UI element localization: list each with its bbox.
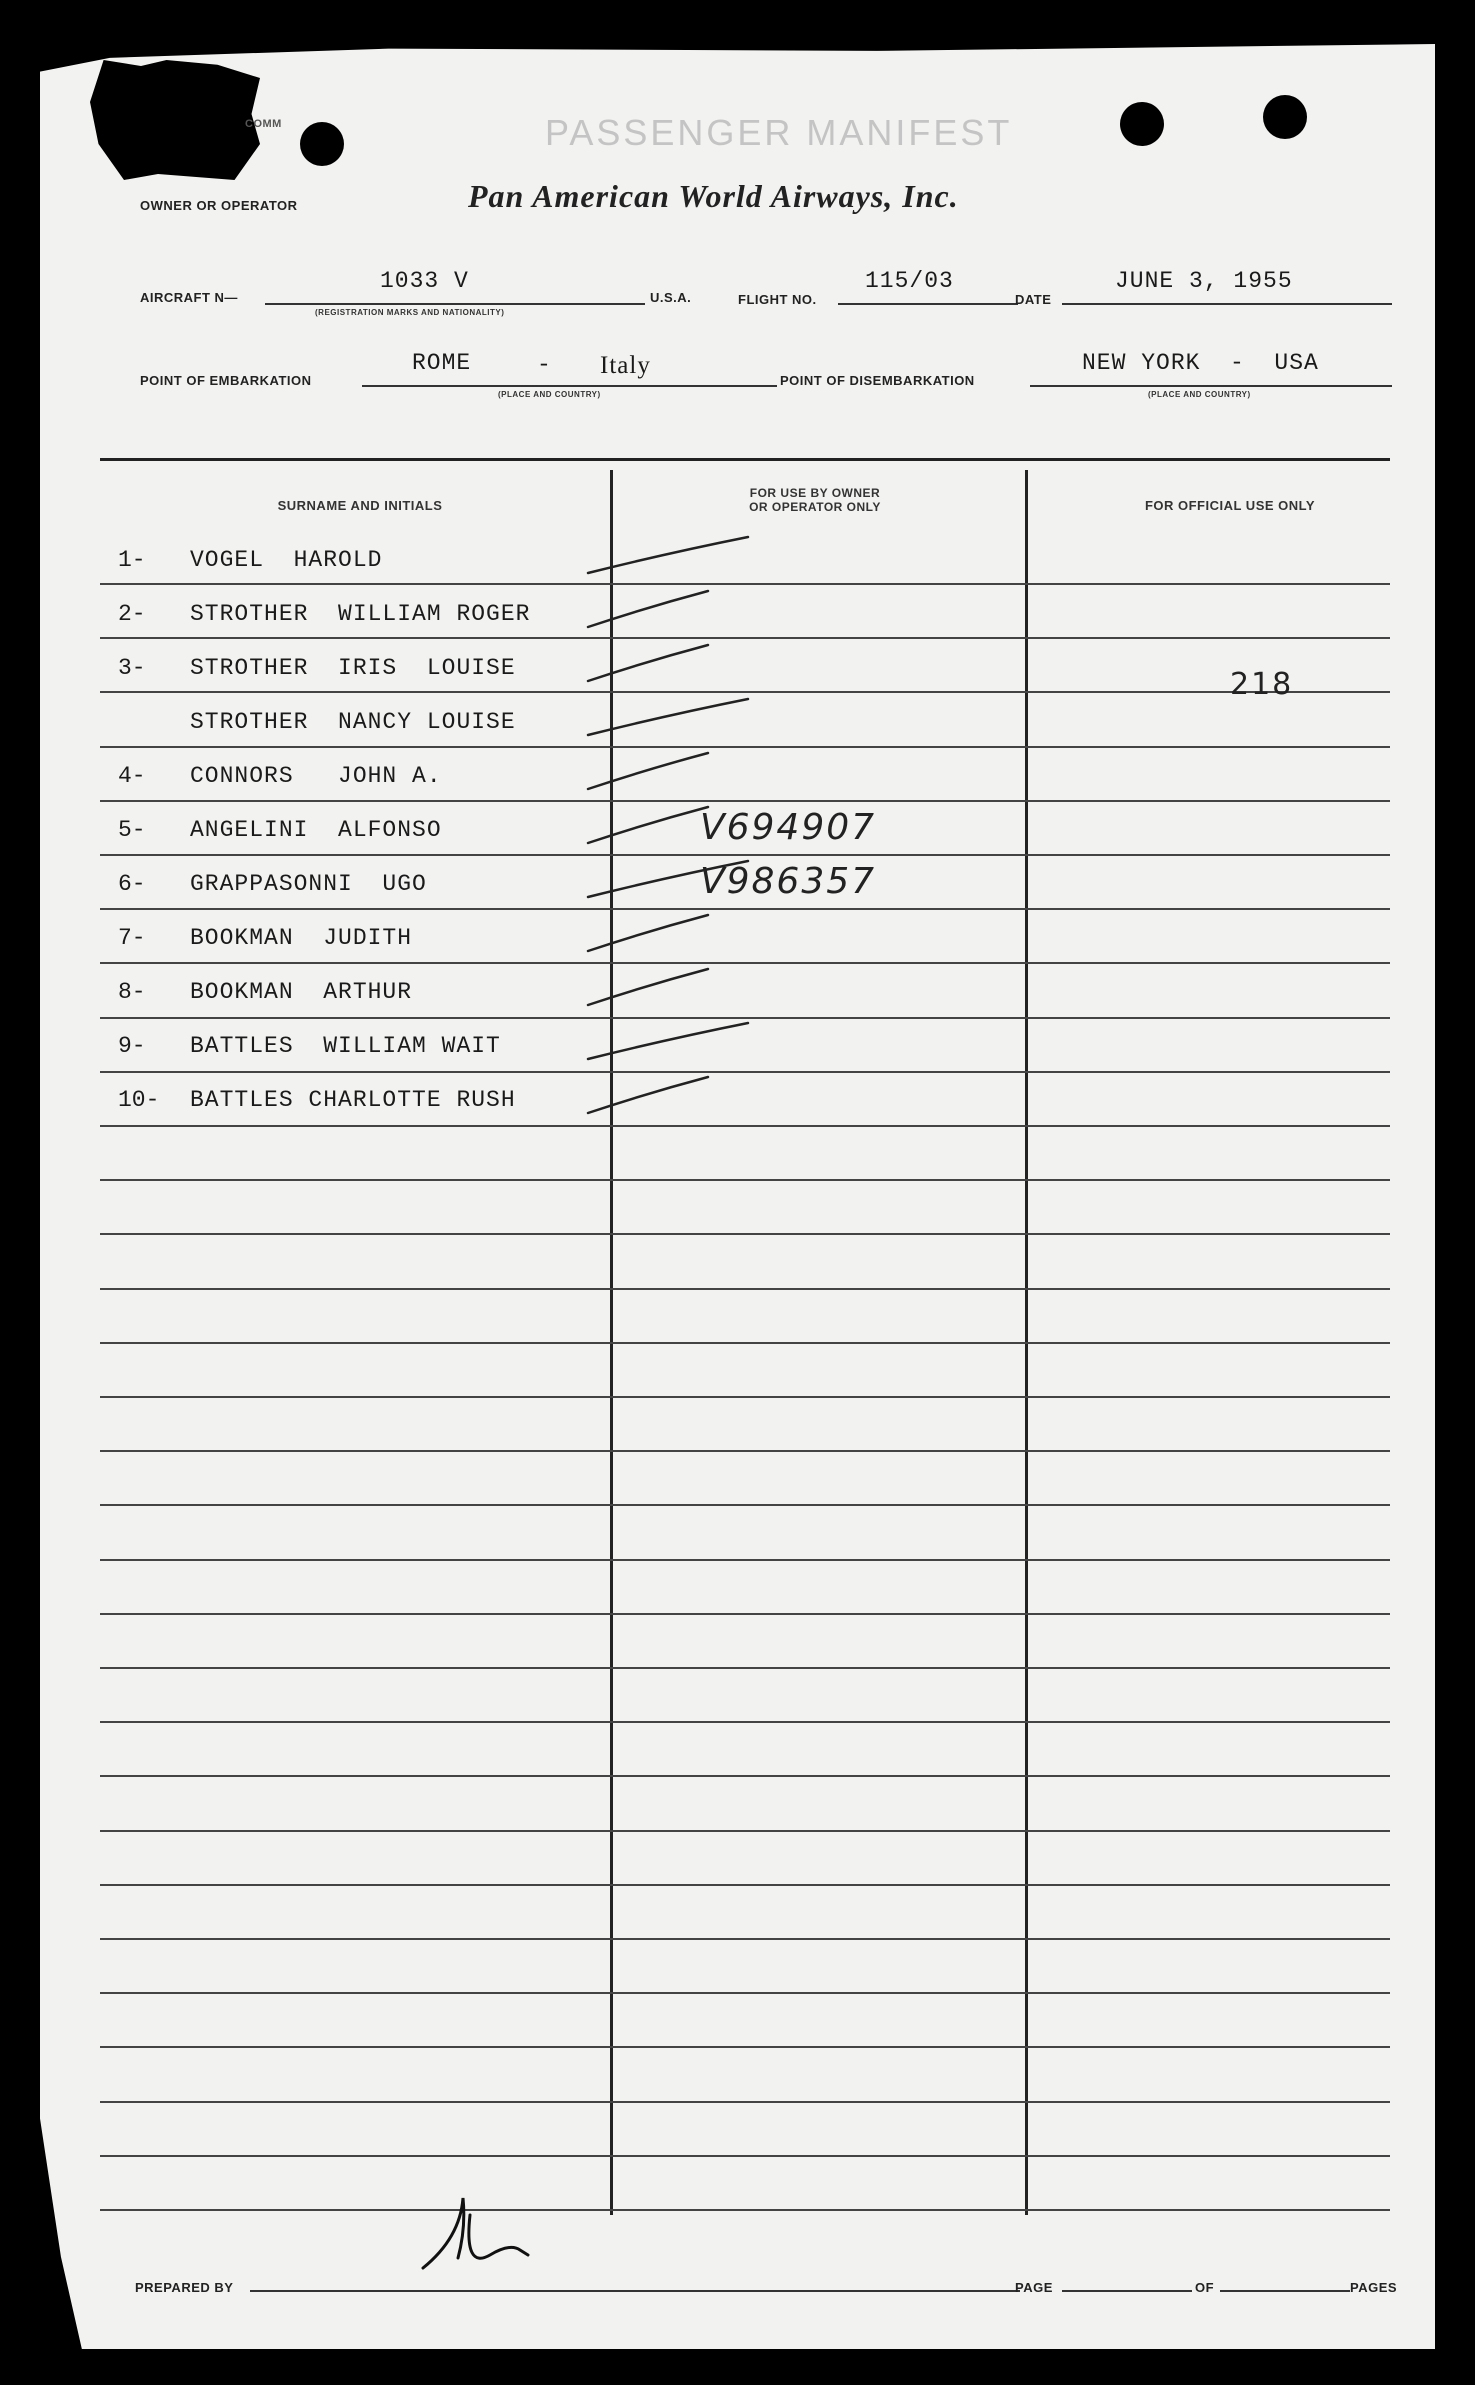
date-label: DATE [1015,292,1052,307]
usa-label: U.S.A. [650,290,692,305]
check-mark [588,861,748,897]
passenger-name: STROTHER WILLIAM ROGER [190,601,531,627]
passenger-number: 8- [118,979,146,1005]
flight-no-label: FLIGHT NO. [738,292,817,307]
date-value: JUNE 3, 1955 [1115,268,1293,294]
flight-no-value: 115/03 [865,268,954,294]
check-mark [588,1077,708,1113]
of-label: OF [1195,2280,1215,2295]
column-header-owner-line2: OR OPERATOR ONLY [749,500,881,514]
passenger-number: 9- [118,1033,146,1059]
passenger-name: BOOKMAN ARTHUR [190,979,413,1005]
form-title: PASSENGER MANIFEST [545,112,1013,153]
passenger-name: STROTHER NANCY LOUISE [190,709,516,735]
passenger-name: ANGELINI ALFONSO [190,817,442,843]
passenger-number: 4- [118,763,146,789]
prepared-line [250,2290,1020,2292]
of-line [1220,2290,1350,2292]
check-mark [588,915,708,951]
passenger-number: 1- [118,547,146,573]
stamp-fragment: COMM [245,118,282,130]
prepared-label: PREPARED BY [135,2280,234,2295]
owner-note: V694907 [700,807,877,848]
disembark-caption: (PLACE AND COUNTRY) [1148,390,1251,399]
pages-label: PAGES [1350,2280,1398,2295]
signature [423,2198,528,2268]
check-mark [588,645,708,681]
passenger-name: CONNORS JOHN A. [190,763,442,789]
embark-dash: - [537,352,552,378]
aircraft-caption: (REGISTRATION MARKS AND NATIONALITY) [315,308,505,317]
passenger-number: 5- [118,817,146,843]
owner-label: OWNER OR OPERATOR [140,198,298,213]
aircraft-value: 1033 V [380,268,469,294]
check-mark [588,969,708,1005]
embark-label: POINT OF EMBARKATION [140,373,312,388]
check-mark [588,699,748,735]
embark-city: ROME [412,350,472,376]
aircraft-label: AIRCRAFT N— [140,290,238,305]
passenger-name: BATTLES CHARLOTTE RUSH [190,1087,516,1113]
page-label: PAGE [1015,2280,1053,2295]
column-header-official: FOR OFFICIAL USE ONLY [1144,498,1316,513]
column-header-owner-line1: FOR USE BY OWNER [749,486,881,500]
disembark-value: NEW YORK - USA [1082,350,1319,376]
passenger-name: GRAPPASONNI UGO [190,871,427,897]
owner-note: V986357 [700,861,877,902]
passenger-name: STROTHER IRIS LOUISE [190,655,516,681]
official-note: 218 [1230,667,1294,702]
passenger-name: BATTLES WILLIAM WAIT [190,1033,501,1059]
check-mark [588,753,708,789]
embark-country: Italy [600,352,651,379]
passenger-name: VOGEL HAROLD [190,547,383,573]
page-line [1062,2290,1192,2292]
passenger-number: 10- [118,1087,160,1113]
passenger-number: 7- [118,925,146,951]
passenger-number: 2- [118,601,146,627]
disembark-label: POINT OF DISEMBARKATION [780,373,975,388]
check-mark [588,1023,748,1059]
passenger-name: BOOKMAN JUDITH [190,925,413,951]
passenger-number: 3- [118,655,146,681]
airline-name: Pan American World Airways, Inc. [468,178,959,214]
column-header-surname: SURNAME AND INITIALS [277,498,443,513]
check-mark [588,807,708,843]
check-mark [588,537,748,573]
embark-caption: (PLACE AND COUNTRY) [498,390,601,399]
check-mark [588,591,708,627]
passenger-number: 6- [118,871,146,897]
